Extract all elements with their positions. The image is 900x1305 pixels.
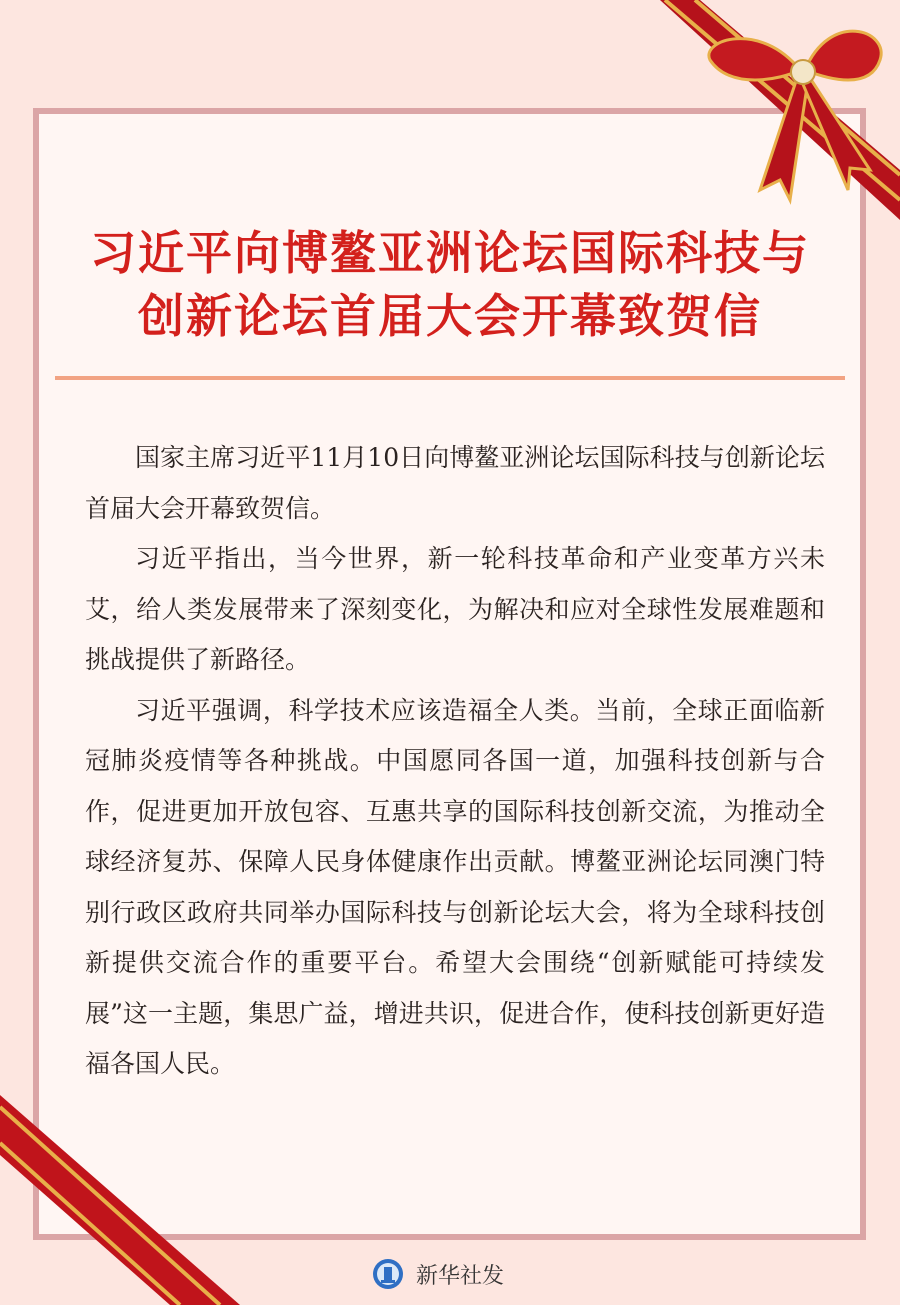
- paragraph: 习近平强调，科学技术应该造福全人类。当前，全球正面临新冠肺炎疫情等各种挑战。中国愿同各国一道，加强科技创新与合作，促进更加开放包容、互惠共享的国际科技创新交流，为推动全球经济复苏、保障人民身体健康作出贡献。博鳌亚洲论坛同澳门特别行政区政府共同举办国际科技与创新论坛大会，将为全球科技创新提供交流合作的重要平台。希望大会围绕“创新赋能可持续发展”这一主题，集思广益，增进共识，促进合作，使科技创新更好造福各国人民。: [85, 695, 825, 1078]
- letter-body: [85, 433, 825, 1090]
- source-label: 新华社发: [416, 1263, 505, 1289]
- paragraph: 国家主席习近平11月10日向博鳌亚洲论坛国际科技与创新论坛首届大会开幕致贺信。: [85, 443, 825, 523]
- page-title: [60, 222, 840, 348]
- bow-ribbon-icon: [640, 0, 900, 230]
- footer-source: [372, 1258, 504, 1290]
- xinhua-logo-icon: [372, 1258, 404, 1290]
- title-line-1: 习近平向博鳌亚洲论坛国际科技与: [90, 226, 810, 280]
- title-divider: [55, 376, 845, 380]
- title-line-2: 创新论坛首届大会开幕致贺信: [138, 289, 762, 343]
- paragraph: 习近平指出，当今世界，新一轮科技革命和产业变革方兴未艾，给人类发展带来了深刻变化，为解决和应对全球性发展难题和挑战提供了新路径。: [85, 544, 825, 674]
- corner-ribbon-icon: [0, 1095, 240, 1305]
